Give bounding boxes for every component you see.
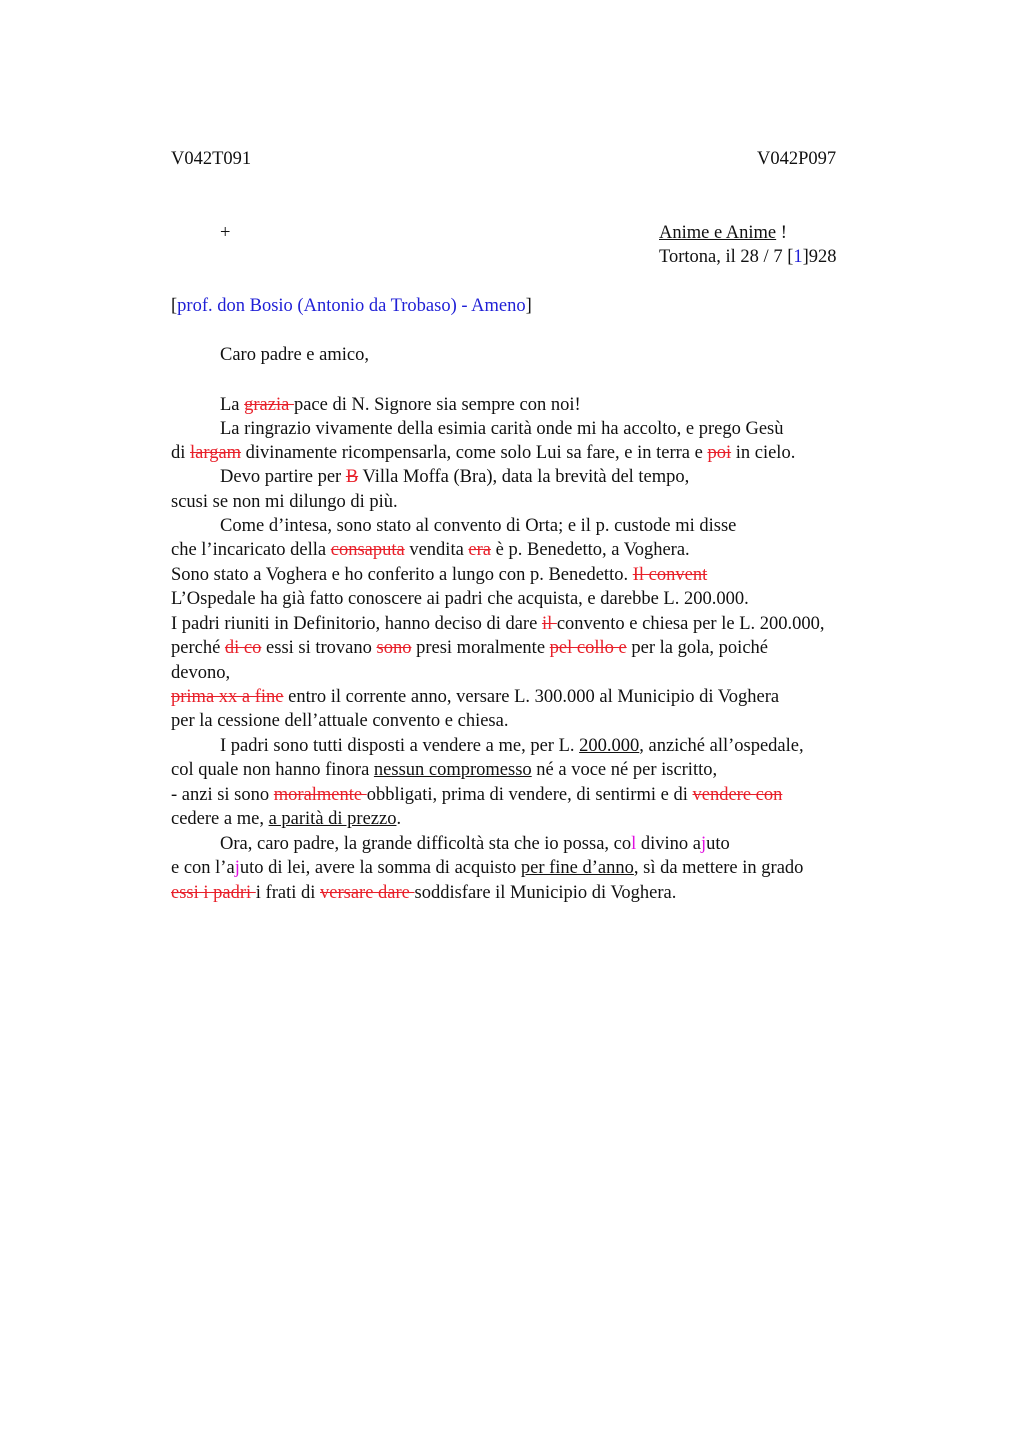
dateline-post: 928 <box>808 247 837 267</box>
corrected-letter: l <box>631 834 637 854</box>
deleted-text: pel collo e <box>549 638 627 658</box>
text-span: divino a <box>636 834 702 854</box>
body-line: L’Ospedale ha già fatto conoscere ai padri che acquista, e darebbe L. 200.000. <box>171 589 749 609</box>
deleted-text: essi i padri <box>171 883 256 903</box>
recipient-bracket-close: ] <box>525 296 532 316</box>
body-line <box>220 835 730 854</box>
body-line <box>171 541 690 560</box>
body-line <box>171 639 768 658</box>
text-span: uto di lei, avere la somma di acquisto <box>239 858 521 878</box>
text-span: Ora, caro padre, la grande difficoltà sta che io possa, co <box>220 834 632 854</box>
body-line <box>171 761 717 780</box>
dateline <box>659 248 837 267</box>
text-span: divinamente ricompensarla, come solo Lui sa fare, e in terra e <box>241 443 708 463</box>
text-span: col quale non hanno finora <box>171 760 374 780</box>
text-span: per la gola, poiché <box>626 638 768 658</box>
body-line <box>171 688 779 707</box>
text-span: essi si trovano <box>261 638 377 658</box>
body-line <box>220 737 804 756</box>
deleted-text: era <box>468 540 492 560</box>
body-line: Come d’intesa, sono stato al convento di Orta; e il p. custode mi disse <box>220 516 737 536</box>
body-line: scusi se non mi dilungo di più. <box>171 492 398 512</box>
body-line <box>171 444 795 463</box>
motto-punct: ! <box>776 223 787 243</box>
underlined-text: nessun compromesso <box>373 760 532 780</box>
motto-text: Anime e Anime <box>659 223 777 243</box>
body-line <box>220 468 689 487</box>
body-line: La ringrazio vivamente della esimia carità onde mi ha accolto, e prego Gesù <box>220 419 784 439</box>
deleted-text: grazia <box>244 395 294 415</box>
text-span: i frati di <box>255 883 320 903</box>
body-line <box>171 884 676 903</box>
underlined-text: per fine d’anno <box>520 858 634 878</box>
deleted-text: Il convent <box>632 565 708 585</box>
text-span: perché <box>171 638 225 658</box>
underlined-text: a parità di prezzo <box>268 809 397 829</box>
deleted-text: sono <box>376 638 412 658</box>
deleted-text: poi <box>707 443 732 463</box>
text-span: che l’incaricato della <box>171 540 331 560</box>
text-span: soddisfare il Municipio di Voghera. <box>414 883 677 903</box>
deleted-text: largam <box>190 443 242 463</box>
dateline-bracket-close: ] <box>802 247 809 267</box>
recipient-text: prof. don Bosio (Antonio da Trobaso) - Ameno <box>177 296 526 316</box>
text-span: Villa Moffa (Bra), data la brevità del tempo, <box>358 467 690 487</box>
body-line <box>171 615 825 634</box>
text-span: e con l’a <box>171 858 235 878</box>
body-line <box>220 396 581 415</box>
cross-mark: + <box>220 223 231 243</box>
text-span: cedere a me, <box>171 809 269 829</box>
deleted-text: prima xx a fine <box>171 687 284 707</box>
deleted-text: il <box>541 614 557 634</box>
text-span: presi moralmente <box>411 638 550 658</box>
text-span: convento e chiesa per le L. 200.000, <box>556 614 825 634</box>
underlined-text: 200.000 <box>579 736 640 756</box>
text-span: . <box>396 809 402 829</box>
recipient <box>171 297 532 316</box>
corrected-letter: j <box>701 834 707 854</box>
dateline-pre: Tortona, il 28 / 7 <box>659 247 788 267</box>
text-span: - anzi si sono <box>171 785 274 805</box>
deleted-text: consaputa <box>330 540 405 560</box>
text-span: I padri sono tutti disposti a vendere a me, per L. <box>220 736 580 756</box>
text-span: pace di N. Signore sia sempre con noi! <box>293 395 581 415</box>
text-span: La <box>220 395 245 415</box>
text-span: è p. Benedetto, a Voghera. <box>491 540 690 560</box>
text-span: né a voce né per iscritto, <box>531 760 718 780</box>
text-span: in cielo. <box>731 443 796 463</box>
body-line <box>171 810 401 829</box>
corrected-letter: j <box>234 858 240 878</box>
text-span: entro il corrente anno, versare L. 300.000 al Municipio di Voghera <box>283 687 780 707</box>
text-span: , sì da mettere in grado <box>633 858 804 878</box>
document-code-right: V042P097 <box>757 149 837 169</box>
body-line <box>171 859 803 878</box>
text-span: uto <box>706 834 730 854</box>
text-span: di <box>171 443 191 463</box>
body-line: devono, <box>171 663 231 683</box>
deleted-text: di co <box>224 638 262 658</box>
recipient-bracket-open: [ <box>171 296 178 316</box>
text-span: obbligati, prima di vendere, di sentirmi e di <box>366 785 693 805</box>
motto <box>659 224 787 243</box>
text-span: vendita <box>404 540 469 560</box>
salutation: Caro padre e amico, <box>220 345 369 365</box>
dateline-bracket-open: [ <box>787 247 794 267</box>
deleted-text: moralmente <box>273 785 367 805</box>
text-span: , anziché all’ospedale, <box>639 736 804 756</box>
deleted-text: versare dare <box>320 883 415 903</box>
dateline-editor-digit: 1 <box>793 247 803 267</box>
deleted-text: vendere con <box>692 785 783 805</box>
body-line <box>171 786 782 805</box>
text-span: Sono stato a Voghera e ho conferito a lungo con p. Benedetto. <box>171 565 633 585</box>
text-span: Devo partire per <box>220 467 346 487</box>
text-span: I padri riuniti in Definitorio, hanno deciso di dare <box>171 614 542 634</box>
deleted-text: B <box>345 467 359 487</box>
body-line: per la cessione dell’attuale convento e chiesa. <box>171 711 509 731</box>
body-line <box>171 566 707 585</box>
document-code-left: V042T091 <box>171 149 252 169</box>
